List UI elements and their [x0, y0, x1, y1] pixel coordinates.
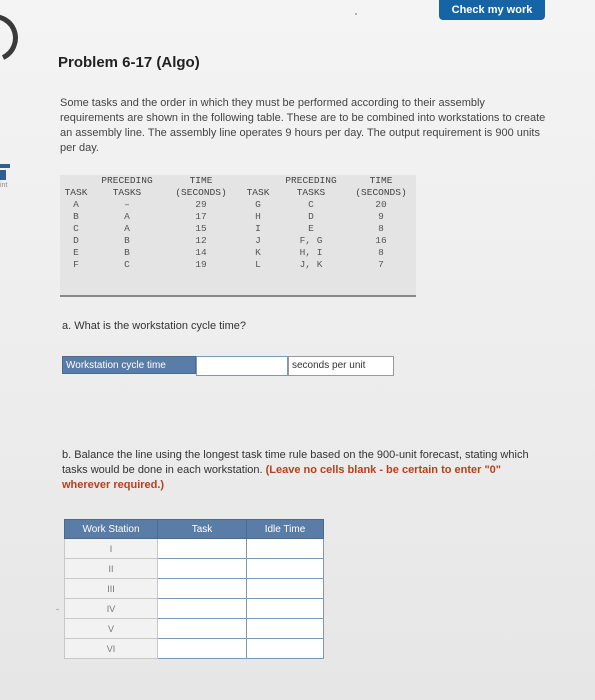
col-header-task: Task	[158, 520, 247, 539]
task-table-cell: D	[73, 235, 79, 246]
task-table-row	[60, 199, 416, 211]
task-table-cell: 16	[375, 235, 387, 246]
task-input[interactable]	[158, 641, 246, 658]
stray-mark: -	[56, 604, 59, 614]
workstation-row	[65, 639, 324, 659]
task-table-cell	[60, 175, 92, 187]
task-table-cell: F	[73, 259, 79, 270]
task-cell	[158, 599, 247, 619]
task-table-header-row	[60, 175, 416, 187]
idle-time-input[interactable]	[247, 561, 323, 578]
task-table-cell: TASKS	[296, 187, 326, 198]
task-table-cell: 29	[195, 199, 207, 210]
question-b-emphasis: (Leave no cells blank - be certain to enter "0" wherever required.)	[62, 464, 502, 491]
idle-time-input[interactable]	[247, 621, 323, 638]
task-cell	[158, 619, 247, 639]
task-table-cell	[240, 175, 276, 187]
workstation-row	[65, 619, 324, 639]
idle-time-cell	[247, 559, 324, 579]
task-table-cell: 12	[195, 235, 207, 246]
task-table-cell: B	[124, 247, 130, 258]
task-table-cell: L	[255, 259, 261, 270]
task-table-row	[60, 223, 416, 235]
task-table-cell: 20	[375, 199, 387, 210]
task-cell	[158, 579, 247, 599]
task-table-cell: TIME	[369, 175, 393, 186]
workstation-label: V	[65, 619, 158, 639]
idle-time-cell	[247, 619, 324, 639]
task-table-cell: PRECEDING	[101, 175, 153, 186]
task-table-cell: 8	[378, 223, 384, 234]
idle-time-cell	[247, 639, 324, 659]
workstation-row	[65, 599, 324, 619]
workstation-row	[65, 559, 324, 579]
idle-time-cell	[247, 539, 324, 559]
col-header-idle-time: Idle Time	[247, 520, 324, 539]
task-table-cell: A	[124, 223, 130, 234]
task-table-cell: 17	[195, 211, 207, 222]
task-table-cell: –	[124, 199, 130, 210]
workstation-label: I	[65, 539, 158, 559]
task-table-cell: K	[255, 247, 261, 258]
idle-time-input[interactable]	[247, 581, 323, 598]
task-table-cell: H	[255, 211, 261, 222]
sidebar-label: int	[0, 182, 8, 189]
task-input[interactable]	[158, 541, 246, 558]
task-table-row	[60, 211, 416, 223]
task-table-cell: J, K	[299, 259, 323, 270]
workstation-table-container	[64, 519, 324, 659]
task-table-cell: 9	[378, 211, 384, 222]
task-table-cell: (SECONDS)	[355, 187, 407, 198]
col-header-work-station: Work Station	[65, 520, 158, 539]
idle-time-cell	[247, 599, 324, 619]
task-table-cell: 7	[378, 259, 384, 270]
task-table-cell: 8	[378, 247, 384, 258]
task-table-container	[60, 175, 416, 297]
question-b-text: b. Balance the line using the longest task time rule based on the 900-unit forecast, stating which tasks would be done in each workstation.	[62, 449, 529, 476]
task-table-row	[60, 235, 416, 247]
question-b	[62, 448, 552, 493]
task-table-header-row	[60, 187, 416, 199]
task-table-cell: TASK	[64, 187, 88, 198]
cycle-time-input[interactable]	[196, 356, 288, 376]
workstation-label: IV	[65, 599, 158, 619]
task-cell	[158, 639, 247, 659]
task-table-cell: F, G	[299, 235, 323, 246]
task-table-cell: J	[255, 235, 261, 246]
task-table-cell: C	[124, 259, 130, 270]
task-input[interactable]	[158, 581, 246, 598]
workstation-row	[65, 539, 324, 559]
task-table-cell: D	[308, 211, 314, 222]
idle-time-input[interactable]	[247, 601, 323, 618]
workstation-row	[65, 579, 324, 599]
task-table-cell: B	[73, 211, 79, 222]
task-table-cell: TASK	[246, 187, 270, 198]
task-table-cell: E	[308, 223, 314, 234]
task-input[interactable]	[158, 601, 246, 618]
task-table-cell: C	[73, 223, 79, 234]
task-table-cell: G	[255, 199, 261, 210]
task-table-cell: TIME	[189, 175, 213, 186]
cycle-time-unit: seconds per unit	[288, 356, 394, 376]
cycle-time-label: Workstation cycle time	[62, 356, 196, 374]
task-table-row	[60, 259, 416, 271]
idle-time-cell	[247, 579, 324, 599]
task-table-cell: TASKS	[112, 187, 142, 198]
task-table-cell: (SECONDS)	[175, 187, 227, 198]
workstation-table	[64, 519, 324, 659]
task-table-cell: A	[124, 211, 130, 222]
workstation-label: II	[65, 559, 158, 579]
task-table-cell: I	[255, 223, 261, 234]
task-table-cell: E	[73, 247, 79, 258]
task-table	[60, 175, 416, 271]
task-table-cell: H, I	[299, 247, 323, 258]
problem-title: Problem 6-17 (Algo)	[58, 54, 200, 71]
task-cell	[158, 559, 247, 579]
task-table-cell: 19	[195, 259, 207, 270]
task-input[interactable]	[158, 621, 246, 638]
idle-time-input[interactable]	[247, 641, 323, 658]
idle-time-input[interactable]	[247, 541, 323, 558]
task-table-cell: A	[73, 199, 79, 210]
task-table-cell: 14	[195, 247, 207, 258]
workstation-label: VI	[65, 639, 158, 659]
question-a: a. What is the workstation cycle time?	[62, 320, 247, 332]
workstation-label: III	[65, 579, 158, 599]
task-cell	[158, 539, 247, 559]
problem-intro: Some tasks and the order in which they must be performed according to their assembly requirements are shown in the following table. These are to be combined into workstations to create an assembly line. The assembly line operates 9 hours per day. The output requirement is 900 units per day.	[60, 97, 546, 154]
task-input[interactable]	[158, 561, 246, 578]
task-table-cell: 15	[195, 223, 207, 234]
decorative-dot	[355, 13, 357, 15]
task-table-cell: B	[124, 235, 130, 246]
check-my-work-button[interactable]: Check my work	[439, 0, 545, 20]
task-table-cell: C	[308, 199, 314, 210]
task-table-row	[60, 247, 416, 259]
task-table-cell: PRECEDING	[285, 175, 337, 186]
